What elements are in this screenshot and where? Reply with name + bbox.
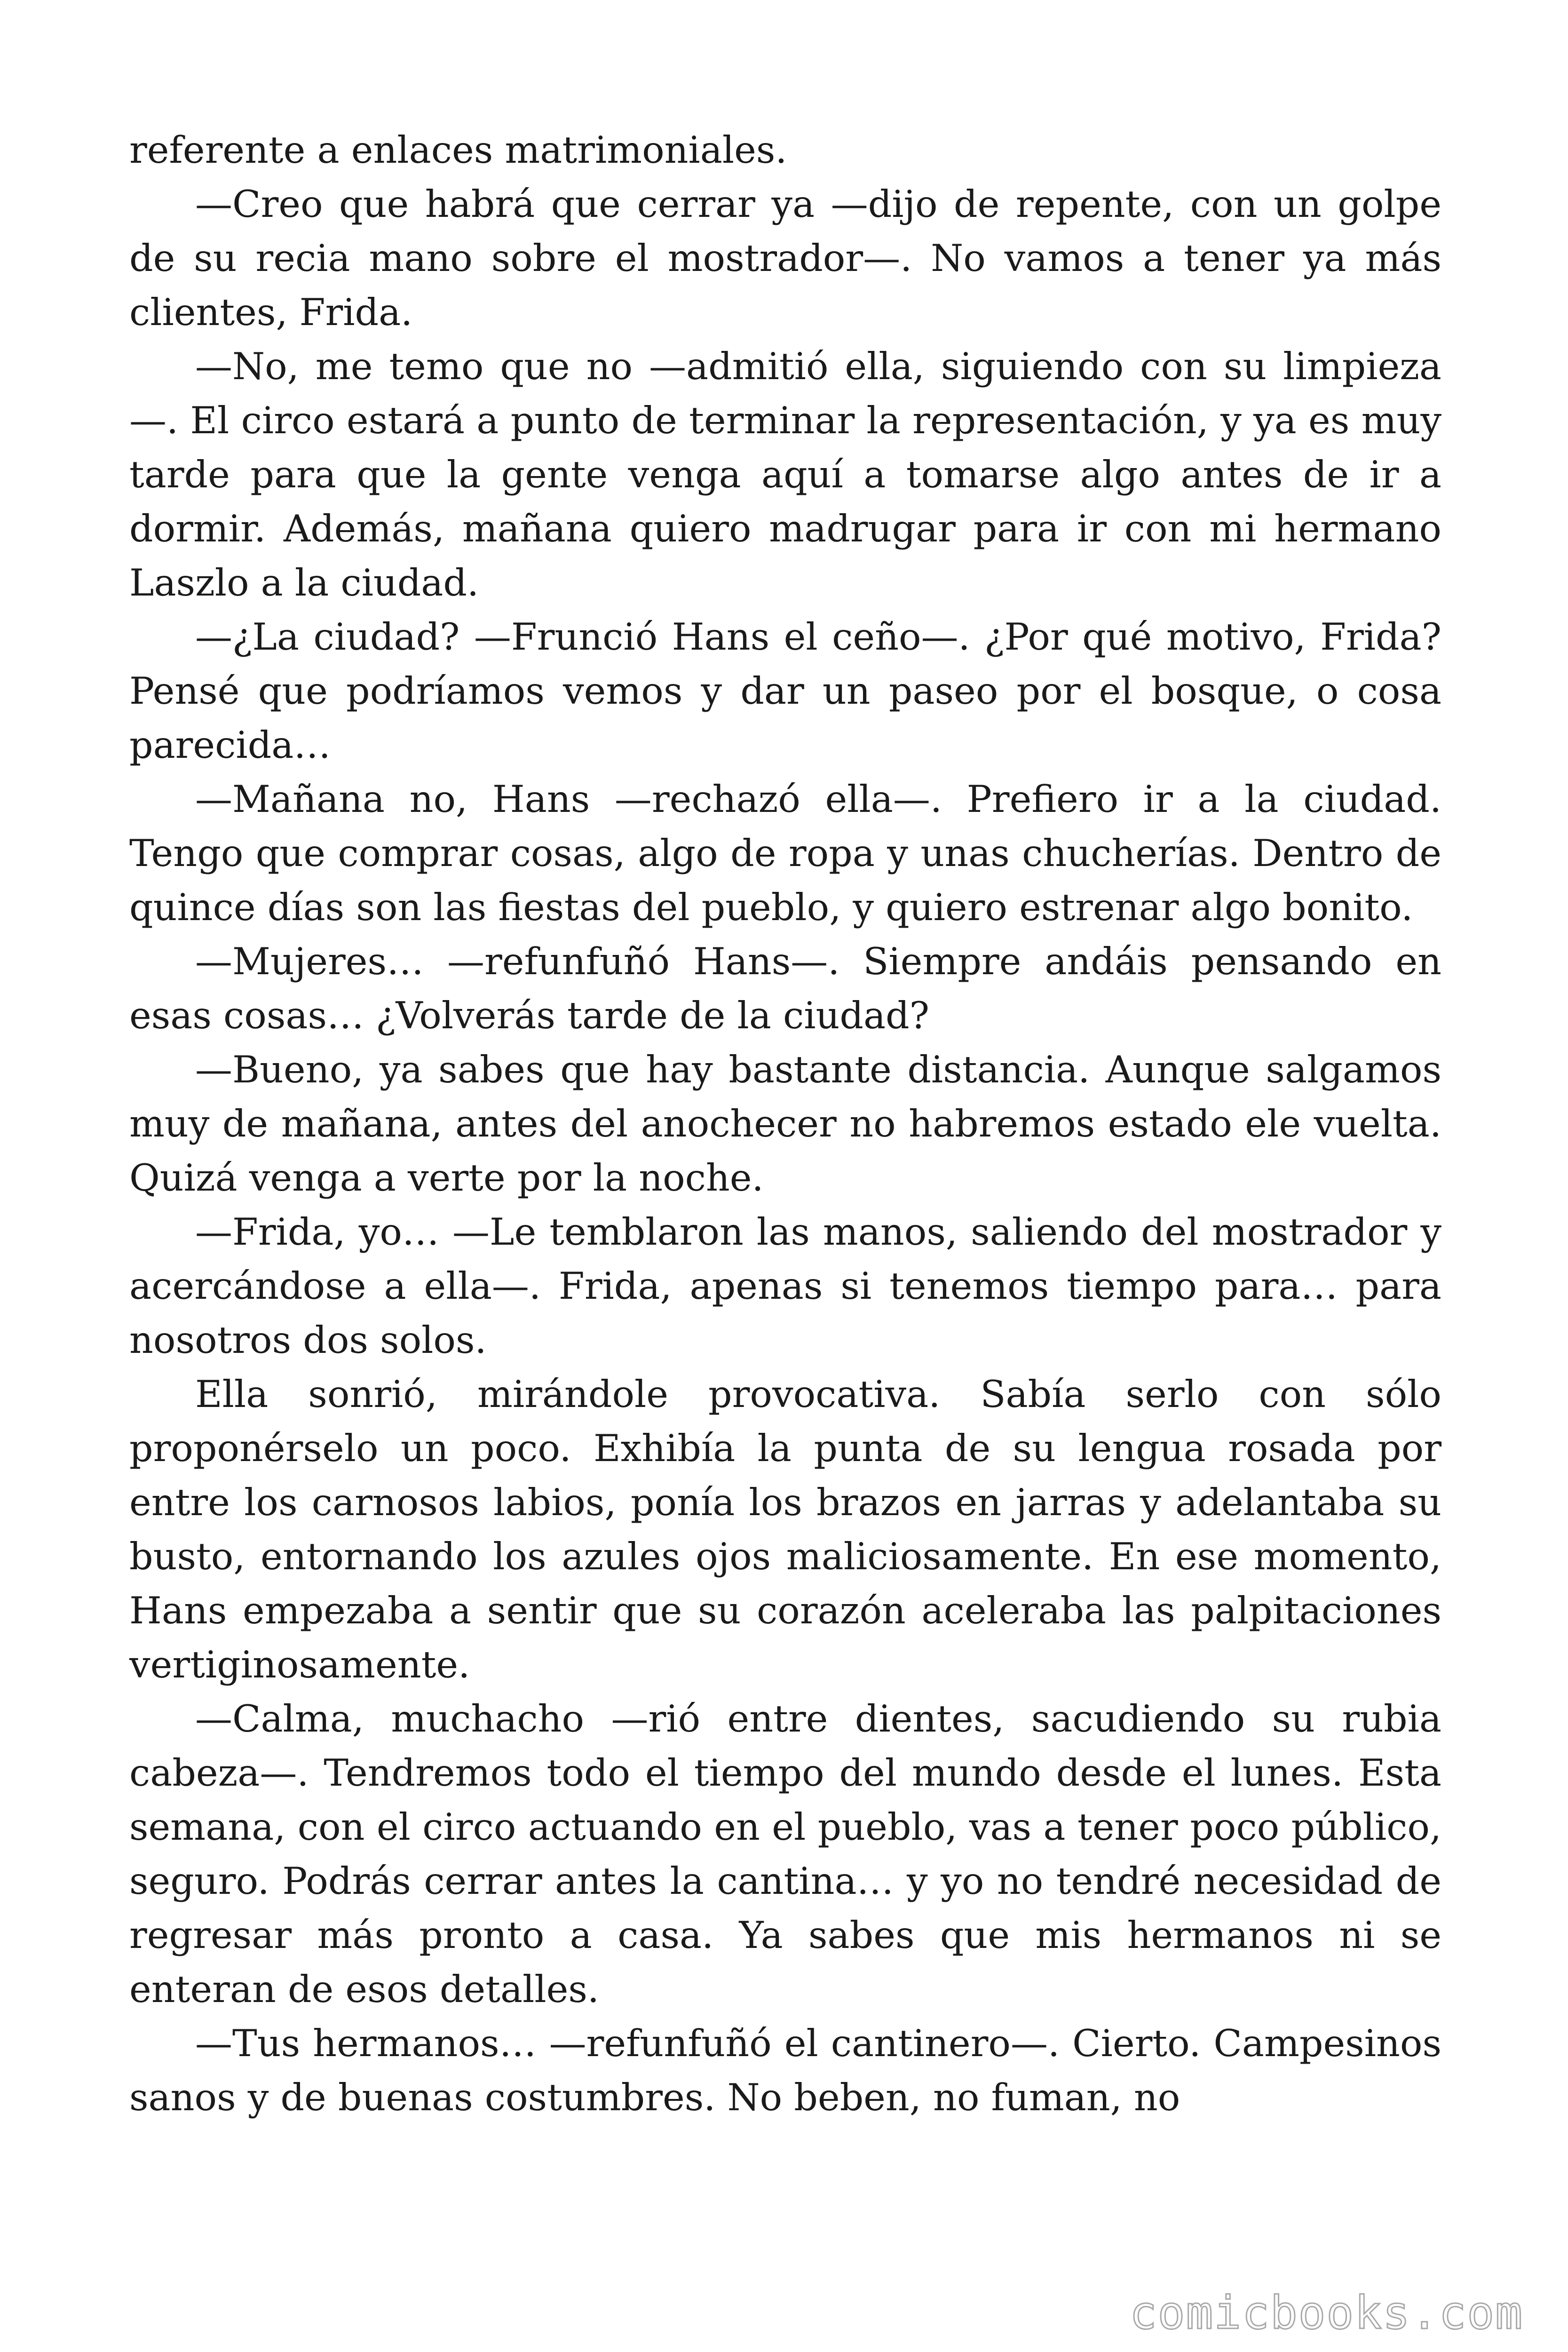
paragraph: —Bueno, ya sabes que hay bastante distancia. Aunque salgamos muy de mañana, antes del anochecer no habremos estado ele vuelta. Quizá venga a verte por la noche.: [129, 1048, 1441, 1200]
paragraph: —Frida, yo… —Le temblaron las manos, saliendo del mostrador y acercándose a ella—. Frida, apenas si tenemos tiempo para… para nosotros dos solos.: [129, 1210, 1441, 1362]
paragraph: —Mujeres… —refunfuñó Hans—. Siempre andáis pensando en esas cosas… ¿Volverás tarde de la ciudad?: [129, 940, 1441, 1037]
paragraph: —Creo que habrá que cerrar ya —dijo de repente, con un golpe de su recia mano sobre el mostrador—. No vamos a tener ya más clientes, Frida.: [129, 183, 1441, 334]
paragraph: —Tus hermanos… —refunfuñó el cantinero—. Cierto. Campesinos sanos y de buenas costumbres. No beben, no fuman, no: [129, 2022, 1441, 2119]
body-text: [129, 123, 1441, 2125]
paragraph: —No, me temo que no —admitió ella, siguiendo con su limpieza —. El circo estará a punto de terminar la representación, y ya es muy tarde para que la gente venga aquí a tomarse algo antes de ir a dormir. Además, mañana quiero madrugar para ir con mi hermano Laszlo a la ciudad.: [129, 345, 1441, 604]
paragraph: Ella sonrió, mirándole provocativa. Sabía serlo con sólo proponérselo un poco. Exhibía la punta de su lengua rosada por entre los carnosos labios, ponía los brazos en jarras y adelantaba su busto, entornando los azules ojos maliciosamente. En ese momento, Hans empezaba a sentir que su corazón aceleraba las palpitaciones vertiginosamente.: [129, 1373, 1441, 1686]
paragraph: —Calma, muchacho —rió entre dientes, sacudiendo su rubia cabeza—. Tendremos todo el tiempo del mundo desde el lunes. Esta semana, con el circo actuando en el pueblo, vas a tener poco público, seguro. Podrás cerrar antes la cantina… y yo no tendré necesidad de regresar más pronto a casa. Ya sabes que mis hermanos ni se enteran de esos detalles.: [129, 1697, 1441, 2011]
paragraph: —¿La ciudad? —Frunció Hans el ceño—. ¿Por qué motivo, Frida? Pensé que podríamos vemos y dar un paseo por el bosque, o cosa parecida…: [129, 615, 1441, 767]
paragraph: referente a enlaces matrimoniales.: [129, 128, 787, 172]
watermark: comicbooks.com: [1129, 2287, 1523, 2339]
paragraph: —Mañana no, Hans —rechazó ella—. Prefiero ir a la ciudad. Tengo que comprar cosas, algo de ropa y unas chucherías. Dentro de quince días son las fiestas del pueblo, y quiero estrenar algo bonito.: [129, 778, 1441, 929]
